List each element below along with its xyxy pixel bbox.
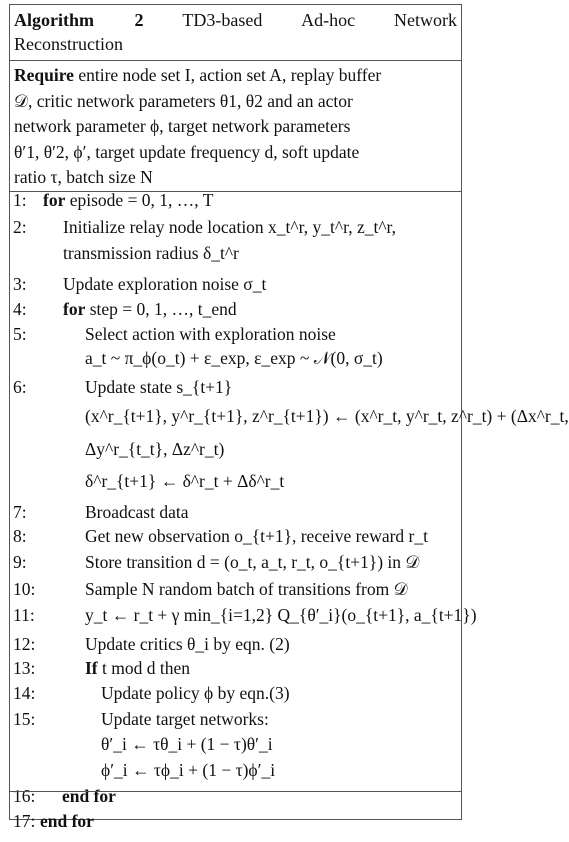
line-content <box>63 298 237 320</box>
line-keyword: end for <box>62 786 116 806</box>
line-text: Update target networks: <box>101 709 269 729</box>
line-number: 12: <box>13 634 36 654</box>
line-number: 11: <box>13 605 35 625</box>
require-line-3: network parameter ϕ, target network parameters <box>14 116 351 136</box>
line-keyword: If <box>85 658 98 678</box>
require-line-4: θ′1, θ′2, ϕ′, target update frequency d, soft update <box>14 141 360 162</box>
line-number: 17: <box>13 811 36 831</box>
line-number: 6: <box>13 377 27 397</box>
line-content <box>85 501 189 523</box>
line-content <box>85 438 224 460</box>
line-content <box>85 323 336 345</box>
line-content <box>85 657 190 679</box>
line-keyword: for <box>43 190 66 210</box>
line-content <box>85 525 428 547</box>
line-number: 13: <box>13 658 36 678</box>
line-content <box>85 633 290 655</box>
line-keyword: for <box>63 299 86 319</box>
require-keyword: Require <box>14 65 74 85</box>
line-text: Update state s_{t+1} <box>85 377 233 397</box>
line-text: Update policy ϕ by eqn.(3) <box>101 683 290 703</box>
line-text: Initialize relay node location x_t^r, y_t^r, z_t^r, <box>63 217 397 237</box>
line-content <box>85 578 408 600</box>
require-block <box>14 63 457 191</box>
algorithm-number: 2 <box>134 10 144 30</box>
line-number: 1: <box>13 190 27 210</box>
line-number: 4: <box>13 299 27 319</box>
title-line-2: Reconstruction <box>14 34 123 54</box>
line-text: θ′_i ← τθ_i + (1 − τ)θ′_i <box>101 734 273 754</box>
line-content <box>85 376 232 398</box>
line-number: 5: <box>13 324 27 344</box>
algorithm-box <box>9 4 569 831</box>
line-content <box>85 551 419 573</box>
line-number: 2: <box>13 217 27 237</box>
line-text: Δy^r_{t_t}, Δz^r_t) <box>85 439 225 459</box>
line-number: 8: <box>13 526 27 546</box>
line-text: (x^r_{t+1}, y^r_{t+1}, z^r_{t+1}) ← (x^r_t, y^r_t, z^r_t) + (Δx^r_t, <box>85 406 569 426</box>
title-word-1: TD3-based <box>182 10 263 30</box>
require-line-5: ratio τ, batch size N <box>14 167 153 187</box>
bottom-divider <box>10 791 461 792</box>
line-content <box>101 682 290 704</box>
line-text: y_t ← r_t + γ min_{i=1,2} Q_{θ′_i}(o_{t+1}, a_{t+1}) <box>85 605 477 625</box>
line-text: step = 0, 1, …, t_end <box>85 299 237 319</box>
line-content <box>85 405 569 427</box>
line-content <box>101 759 275 781</box>
algorithm-label: Algorithm <box>14 10 94 30</box>
line-content <box>85 347 383 369</box>
line-text: a_t ~ π_ϕ(o_t) + ε_exp, ε_exp ~ 𝒩(0, σ_t) <box>85 348 383 368</box>
line-text: episode = 0, 1, …, T <box>65 190 214 210</box>
require-line-2: 𝒟, critic network parameters θ1, θ2 and an actor <box>14 90 353 111</box>
line-content <box>101 733 273 755</box>
line-number: 9: <box>13 552 27 572</box>
line-content <box>62 785 116 807</box>
line-text: Update exploration noise σ_t <box>63 274 267 294</box>
title-word-2: Ad-hoc <box>301 10 356 30</box>
line-number: 15: <box>13 709 36 729</box>
line-content <box>85 604 477 626</box>
line-text: transmission radius δ_t^r <box>63 243 239 263</box>
line-number: 14: <box>13 683 36 703</box>
line-text: Sample N random batch of transitions from 𝒟 <box>85 579 408 599</box>
line-text: Get new observation o_{t+1}, receive reward r_t <box>85 526 429 546</box>
title-word-3: Network <box>394 10 457 30</box>
line-content <box>63 242 239 264</box>
line-content <box>85 470 284 492</box>
line-number: 7: <box>13 502 27 522</box>
line-text: Update critics θ_i by eqn. (2) <box>85 634 290 654</box>
line-content <box>101 708 269 730</box>
line-content <box>40 810 94 832</box>
algorithm-title <box>14 8 457 56</box>
require-line-1: entire node set I, action set A, replay buffer <box>73 65 382 85</box>
line-content <box>63 216 396 238</box>
title-divider <box>10 60 461 61</box>
line-text: ϕ′_i ← τϕ_i + (1 − τ)ϕ′_i <box>101 760 276 780</box>
line-number: 10: <box>13 579 36 599</box>
line-text: Select action with exploration noise <box>85 324 336 344</box>
line-text: Broadcast data <box>85 502 189 522</box>
line-content <box>43 189 213 211</box>
line-content <box>63 273 266 295</box>
line-text: δ^r_{t+1} ← δ^r_t + Δδ^r_t <box>85 471 285 491</box>
line-number: 3: <box>13 274 27 294</box>
line-number: 16: <box>13 786 36 806</box>
line-text: Store transition d = (o_t, a_t, r_t, o_{t+1}) in 𝒟 <box>85 552 420 572</box>
line-keyword: end for <box>40 811 94 831</box>
line-text: t mod d then <box>97 658 190 678</box>
